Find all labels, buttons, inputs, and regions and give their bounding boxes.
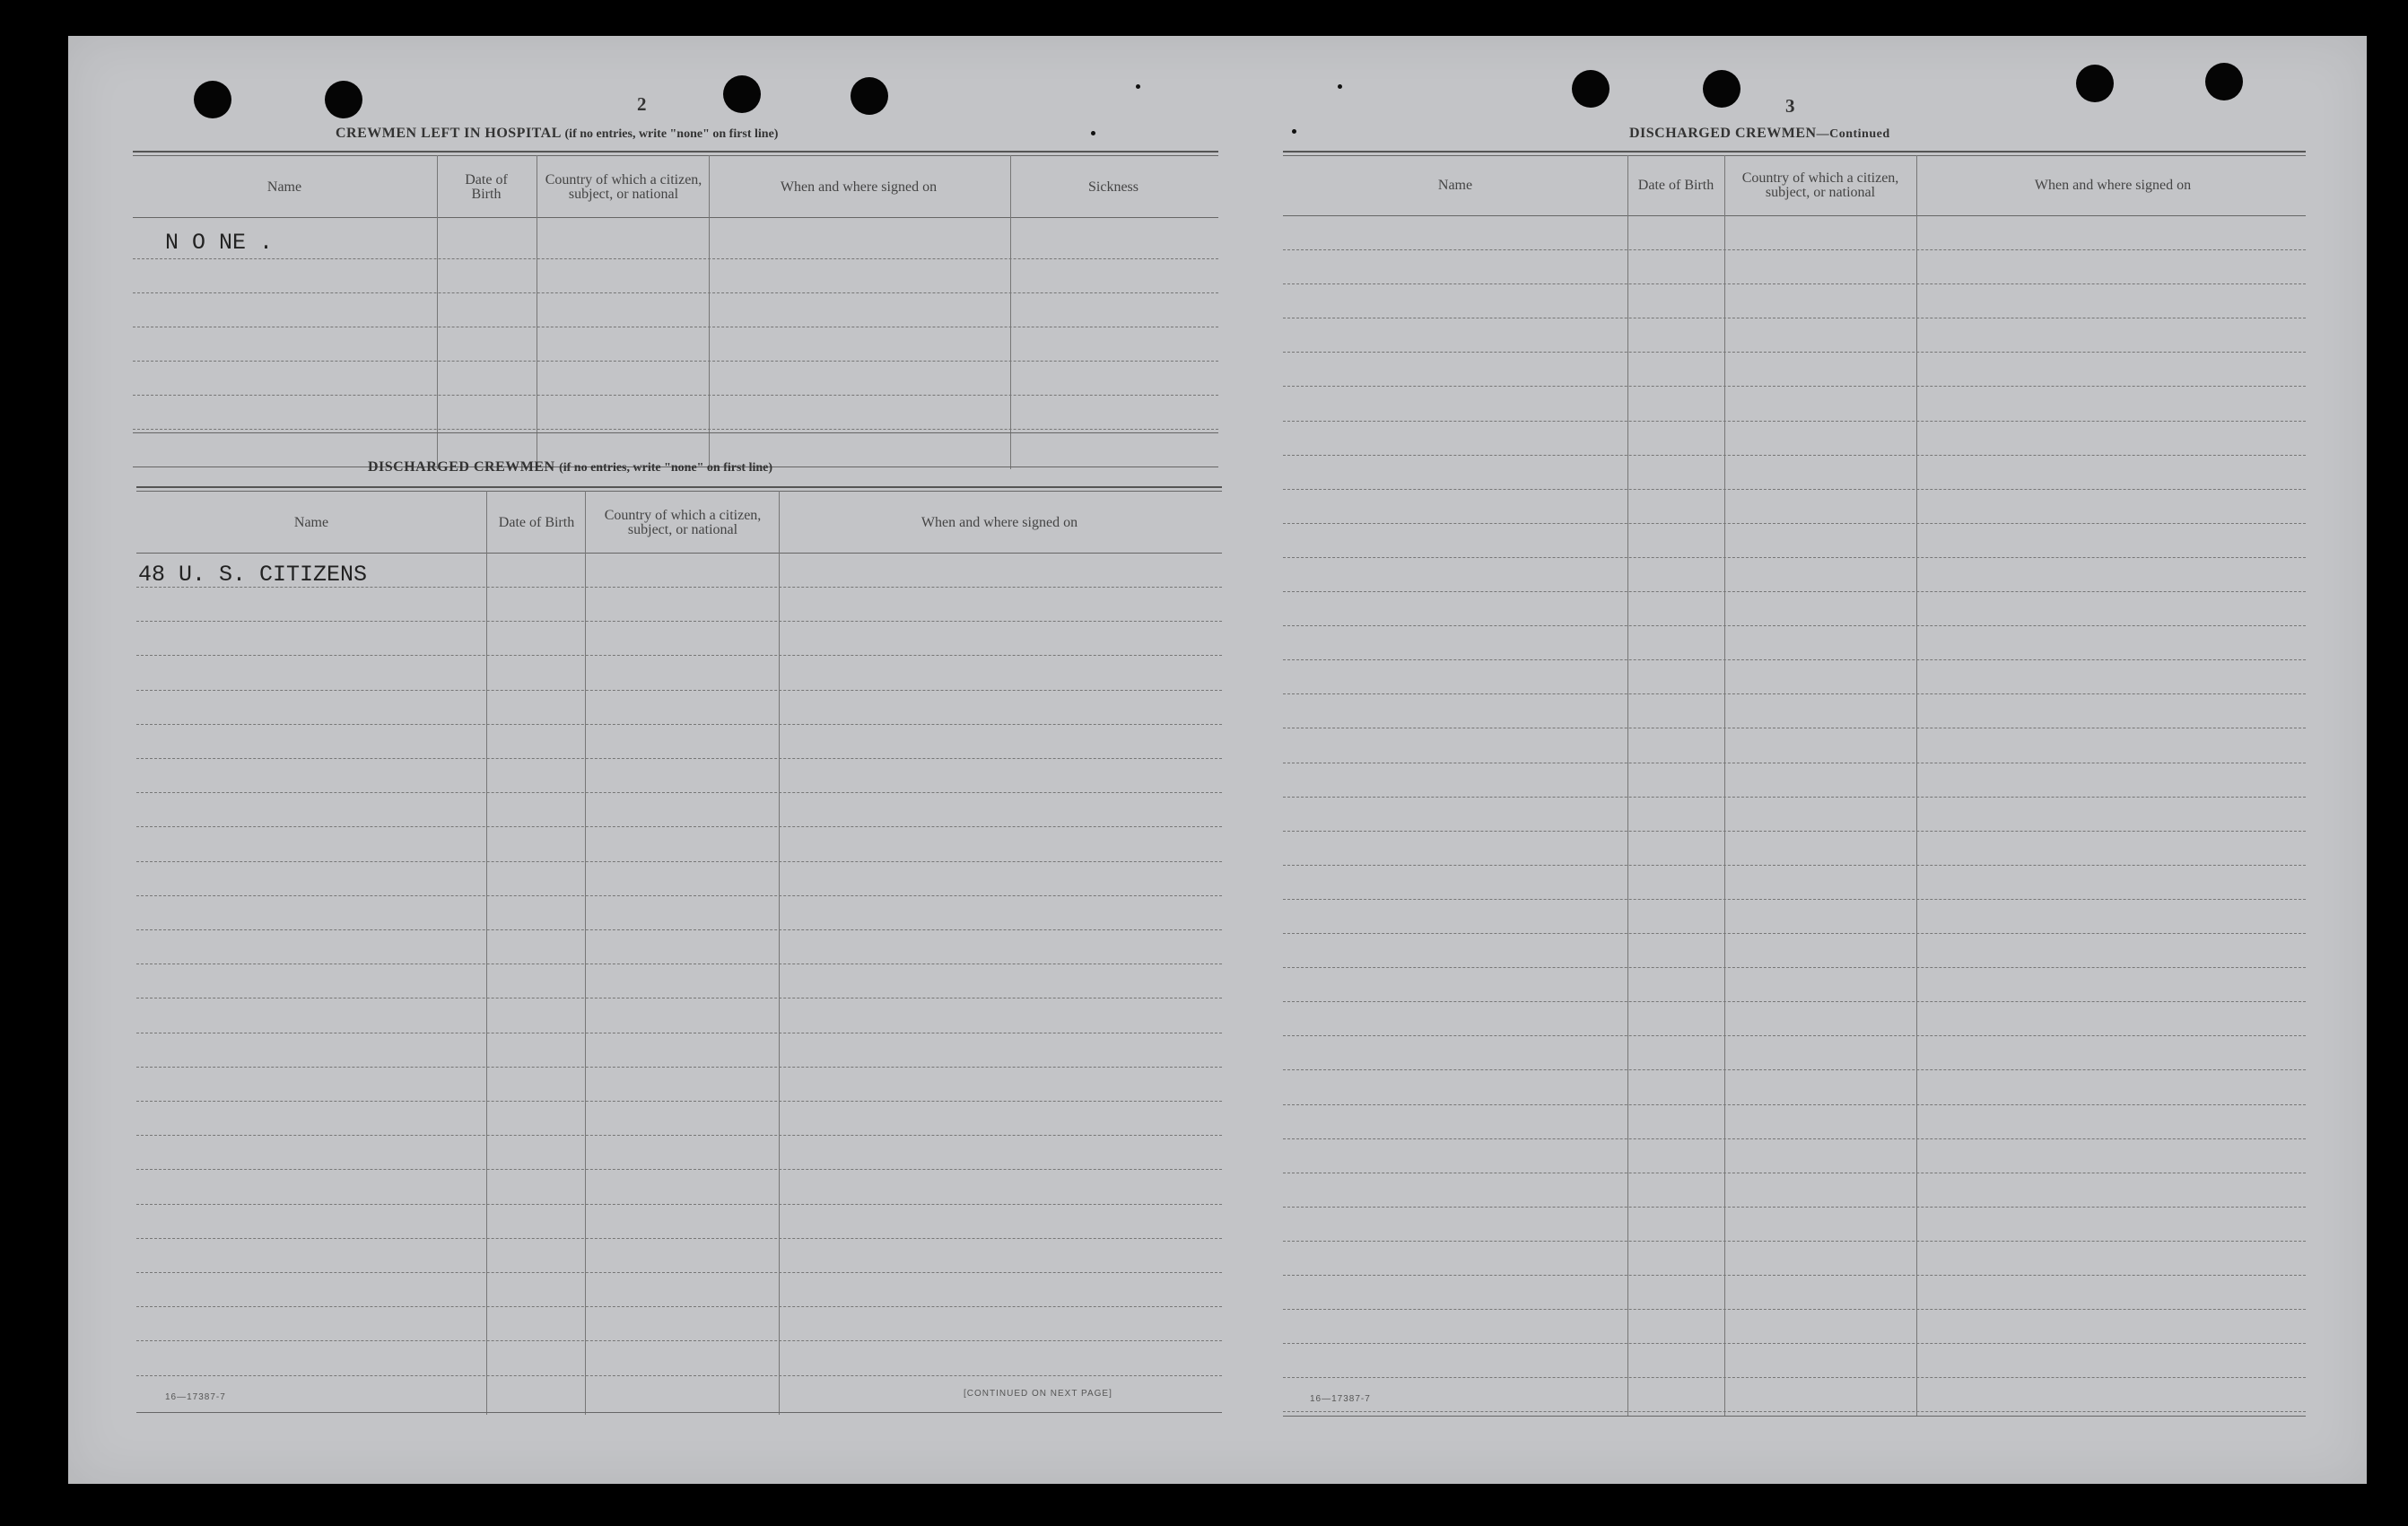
entry-line xyxy=(1283,591,2306,592)
speck xyxy=(1136,84,1140,89)
column-divider xyxy=(1627,155,1628,1417)
entry-line xyxy=(1283,1104,2306,1105)
entry-line xyxy=(136,1169,1222,1170)
entry-line xyxy=(136,724,1222,725)
page-number: 3 xyxy=(1785,95,1795,117)
punch-hole xyxy=(325,81,362,118)
entry-line xyxy=(1283,455,2306,456)
entry-line xyxy=(1283,1001,2306,1002)
continued-note: [CONTINUED ON NEXT PAGE] xyxy=(964,1389,1112,1399)
entry-line xyxy=(1283,283,2306,284)
entry-line xyxy=(1283,899,2306,900)
entry-line xyxy=(1283,352,2306,353)
entry-line xyxy=(1283,421,2306,422)
scanned-document xyxy=(68,36,2367,1484)
header-bottom-rule xyxy=(133,217,1218,218)
entry-line xyxy=(133,258,1218,259)
speck xyxy=(1292,129,1296,134)
section-continued: —Continued xyxy=(1816,127,1890,141)
entry-line xyxy=(136,1135,1222,1136)
col-header-signed-on: When and where signed on xyxy=(920,515,1078,530)
entry-line xyxy=(1283,933,2306,934)
column-divider xyxy=(486,491,487,1415)
punch-hole xyxy=(2205,63,2243,100)
entry-line xyxy=(1283,831,2306,832)
header-bottom-rule xyxy=(1283,215,2306,216)
hospital-section-title xyxy=(336,126,778,142)
section-title-text: DISCHARGED CREWMEN xyxy=(368,459,555,475)
col-header-dob: Date of Birth xyxy=(1637,178,1714,193)
entry-line xyxy=(136,826,1222,827)
col-header-name: Name xyxy=(1437,178,1473,193)
entry-line xyxy=(136,792,1222,793)
punch-hole xyxy=(1703,70,1741,108)
col-header-signed-on: When and where signed on xyxy=(780,179,938,195)
column-divider xyxy=(585,491,586,1415)
table-bottom-rule xyxy=(1283,1416,2306,1417)
entry-line xyxy=(136,1306,1222,1307)
entry-line xyxy=(1283,386,2306,387)
table-bottom-rule xyxy=(136,1412,1222,1413)
entry-line xyxy=(1283,1207,2306,1208)
hospital-first-entry: N O NE . xyxy=(165,230,274,256)
column-divider xyxy=(1916,155,1917,1417)
entry-line xyxy=(1283,1411,2306,1412)
table-bottom-rule xyxy=(133,432,1218,433)
entry-line xyxy=(136,758,1222,759)
entry-line xyxy=(136,1340,1222,1341)
punch-hole xyxy=(723,75,761,113)
entry-line xyxy=(136,1375,1222,1376)
entry-line xyxy=(136,690,1222,691)
entry-line xyxy=(133,292,1218,293)
col-header-name: Name xyxy=(293,515,329,530)
entry-line xyxy=(1283,249,2306,250)
entry-line xyxy=(1283,1241,2306,1242)
entry-line xyxy=(1283,523,2306,524)
entry-line xyxy=(136,1204,1222,1205)
punch-hole xyxy=(851,77,888,115)
section-title-text: CREWMEN LEFT IN HOSPITAL xyxy=(336,126,562,141)
col-header-country: Country of which a citizen, subject, or national xyxy=(604,508,762,537)
section-note: (if no entries, write "none" on first line) xyxy=(564,127,779,141)
col-header-name: Name xyxy=(266,179,302,195)
col-header-dob: Date of Birth xyxy=(498,515,575,530)
entry-line xyxy=(1283,1377,2306,1378)
entry-line xyxy=(136,587,1222,588)
section-title-text: DISCHARGED CREWMEN xyxy=(1629,126,1817,141)
entry-line xyxy=(136,655,1222,656)
table-top-rule xyxy=(136,486,1222,488)
speck xyxy=(1091,131,1095,135)
discharged-section-title xyxy=(368,459,772,475)
table-top-rule xyxy=(133,155,1218,156)
form-number: 16—17387-7 xyxy=(165,1392,226,1402)
table-top-rule xyxy=(136,491,1222,492)
form-number: 16—17387-7 xyxy=(1310,1394,1371,1404)
entry-line xyxy=(1283,625,2306,626)
column-divider xyxy=(779,491,780,1415)
entry-line xyxy=(136,1101,1222,1102)
discharged-first-entry: 48 U. S. CITIZENS xyxy=(138,562,368,588)
entry-line xyxy=(1283,1343,2306,1344)
table-top-rule xyxy=(1283,151,2306,153)
entry-line xyxy=(1283,659,2306,660)
col-header-country: Country of which a citizen, subject, or national xyxy=(545,172,702,202)
entry-line xyxy=(1283,557,2306,558)
col-header-dob: Date of Birth xyxy=(465,172,508,202)
entry-line xyxy=(136,1238,1222,1239)
table-top-rule xyxy=(133,151,1218,153)
table-top-rule xyxy=(1283,155,2306,156)
column-divider xyxy=(1724,155,1725,1417)
entry-line xyxy=(136,895,1222,896)
entry-line xyxy=(136,621,1222,622)
discharged-continued-title xyxy=(1629,126,1890,142)
entry-line xyxy=(1283,865,2306,866)
entry-line xyxy=(1283,1035,2306,1036)
entry-line xyxy=(1283,1275,2306,1276)
entry-line xyxy=(1283,1138,2306,1139)
entry-line xyxy=(133,395,1218,396)
entry-line xyxy=(136,929,1222,930)
punch-hole xyxy=(1572,70,1610,108)
col-header-signed-on: When and where signed on xyxy=(2034,178,2192,193)
entry-line xyxy=(133,361,1218,362)
col-header-sickness: Sickness xyxy=(1088,179,1139,195)
entry-line xyxy=(133,429,1218,430)
column-divider xyxy=(709,155,710,469)
entry-line xyxy=(1283,489,2306,490)
entry-line xyxy=(136,1067,1222,1068)
header-bottom-rule xyxy=(136,553,1222,554)
section-note: (if no entries, write "none" on first line) xyxy=(559,461,773,475)
entry-line xyxy=(1283,1069,2306,1070)
entry-line xyxy=(1283,693,2306,694)
page-number: 2 xyxy=(637,93,647,115)
entry-line xyxy=(1283,1309,2306,1310)
punch-hole xyxy=(2076,65,2114,102)
entry-line xyxy=(1283,797,2306,798)
speck xyxy=(1338,84,1342,89)
entry-line xyxy=(1283,967,2306,968)
column-divider xyxy=(1010,155,1011,469)
punch-hole xyxy=(194,81,231,118)
column-divider xyxy=(437,155,438,469)
entry-line xyxy=(136,861,1222,862)
entry-line xyxy=(136,1272,1222,1273)
col-header-country: Country of which a citizen, subject, or national xyxy=(1741,170,1899,200)
